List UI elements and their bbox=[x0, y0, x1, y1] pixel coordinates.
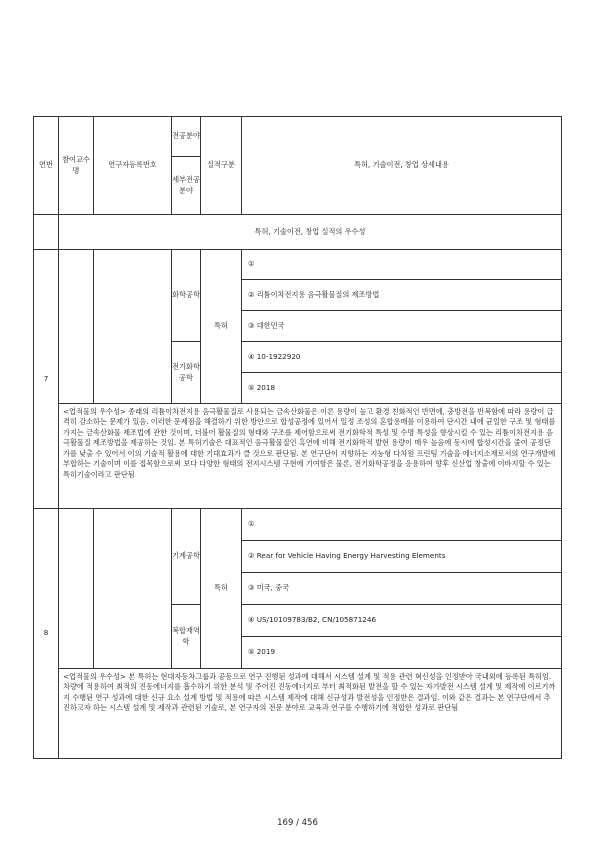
header-type: 실적구분 bbox=[201, 117, 242, 215]
achievement-table bbox=[33, 116, 562, 759]
field-sub: 복합재역학 bbox=[172, 605, 201, 669]
field-main: 화학공학 bbox=[172, 250, 201, 342]
header-field-main: 전공분야 bbox=[172, 117, 201, 157]
detail-item: ① bbox=[242, 509, 562, 541]
detail-item: ④ US/10109783/B2, CN/105871246 bbox=[242, 605, 562, 637]
header-detail: 특허, 기술이전, 창업 상세내용 bbox=[242, 117, 562, 215]
header-field-sub: 세부전공분야 bbox=[172, 157, 201, 215]
participant-cell bbox=[59, 250, 94, 404]
detail-item: ② Rear for Vehicle Having Energy Harvesting Elements bbox=[242, 541, 562, 573]
header-no-blank bbox=[34, 215, 59, 250]
excellence-text: <업적물의 우수성> 본 특허는 현대자동차그룹과 공동으로 연구 진행된 성과에 대해서 시스템 설계 및 적용 관련 혁신성을 인정받아 국내외에 등록된 특허임. 차량에 적용하여 최적의 진동에너지를 흡수하기 위한 분석 및 주어진 진동에너지로 부터 최적화된 발전을 할 수 있는 자가발전 시스템 설계 및 제작에 이르기까지 수행된 연구 성과에 대한 신규 요소 설계 방법 및 적용에 따른 시스템 제작에 대해 신규성과 발전성을 인정받은 결과임. 이와 같은 결과는 본 연구단에서 추진하고자 하는 시스템 설계 및 제작과 관련된 기술로, 본 연구자의 전문 분야로 교육과 연구를 수행하기에 적합한 성과로 판단됨 bbox=[59, 669, 562, 759]
header-participant: 참여교수명 bbox=[59, 117, 94, 215]
detail-item: ② 리튬이차전지용 음극활물질의 제조방법 bbox=[242, 280, 562, 311]
row-no: 8 bbox=[34, 509, 59, 759]
detail-item: ③ 대한민국 bbox=[242, 311, 562, 342]
header-regno: 연구자등록번호 bbox=[94, 117, 172, 215]
excellence-title: 특허, 기술이전, 창업 실적의 우수성 bbox=[59, 215, 562, 250]
excellence-text: <업적물의 우수성> 종래의 리튬이차전지용 음극활물질로 사용되는 금속산화물은 이론 용량이 높고 환경 친화적인 반면에, 충방전을 반복함에 따라 용량이 급격히 감소하는 문제가 있음. 이러한 문제점을 해결하기 위한 방안으로 합성공정에 있어서 일정 조성의 혼합용매를 이용하여 단시간 내에 균일한 구조 및 형태를 가지는 금속산화물 제조법에 관한 것이며, 더불어 활물질의 형태와 구조를 제어함으로써 전기화학적 특성 및 수명 특성을 향상시킬 수 있는 리튬이차전지용 음극활물질 제조방법을 제공하는 것임. 본 특허기술은 대표적인 음극활물질인 흑연에 비해 전기화학적 발현 용량이 매우 높음에 동시에 합성시간을 줄여 공정단가를 낮출 수 있어서 이의 기술적 활용에 대한 기대효과가 클 것으로 판단됨. 본 연구단이 지향하는 지능형 다차원 프린팅 기술을 에너지소재로서의 연구개발에 부합하는 기술이며 이를 접목함으로써 보다 다양한 형태의 전지시스템 구현에 기여함은 물론, 전기화학공정을 응용하여 향후 신산업 창출에 이바지할 수 있는 특히기술이라고 판단됨 bbox=[59, 404, 562, 509]
detail-item: ① bbox=[242, 250, 562, 280]
type-cell: 특허 bbox=[201, 250, 242, 404]
field-main: 기계공학 bbox=[172, 509, 201, 605]
field-sub: 전기화학공학 bbox=[172, 342, 201, 404]
detail-item: ④ 10-1922920 bbox=[242, 342, 562, 373]
row-no: 7 bbox=[34, 250, 59, 509]
detail-item: ⑤ 2019 bbox=[242, 637, 562, 669]
regno-cell bbox=[94, 250, 172, 404]
regno-cell bbox=[94, 509, 172, 669]
type-cell: 특허 bbox=[201, 509, 242, 669]
header-no: 연번 bbox=[34, 117, 59, 215]
page-number: 169 / 456 bbox=[277, 818, 318, 828]
detail-item: ⑤ 2018 bbox=[242, 373, 562, 404]
participant-cell bbox=[59, 509, 94, 669]
detail-item: ③ 미국, 중국 bbox=[242, 573, 562, 605]
